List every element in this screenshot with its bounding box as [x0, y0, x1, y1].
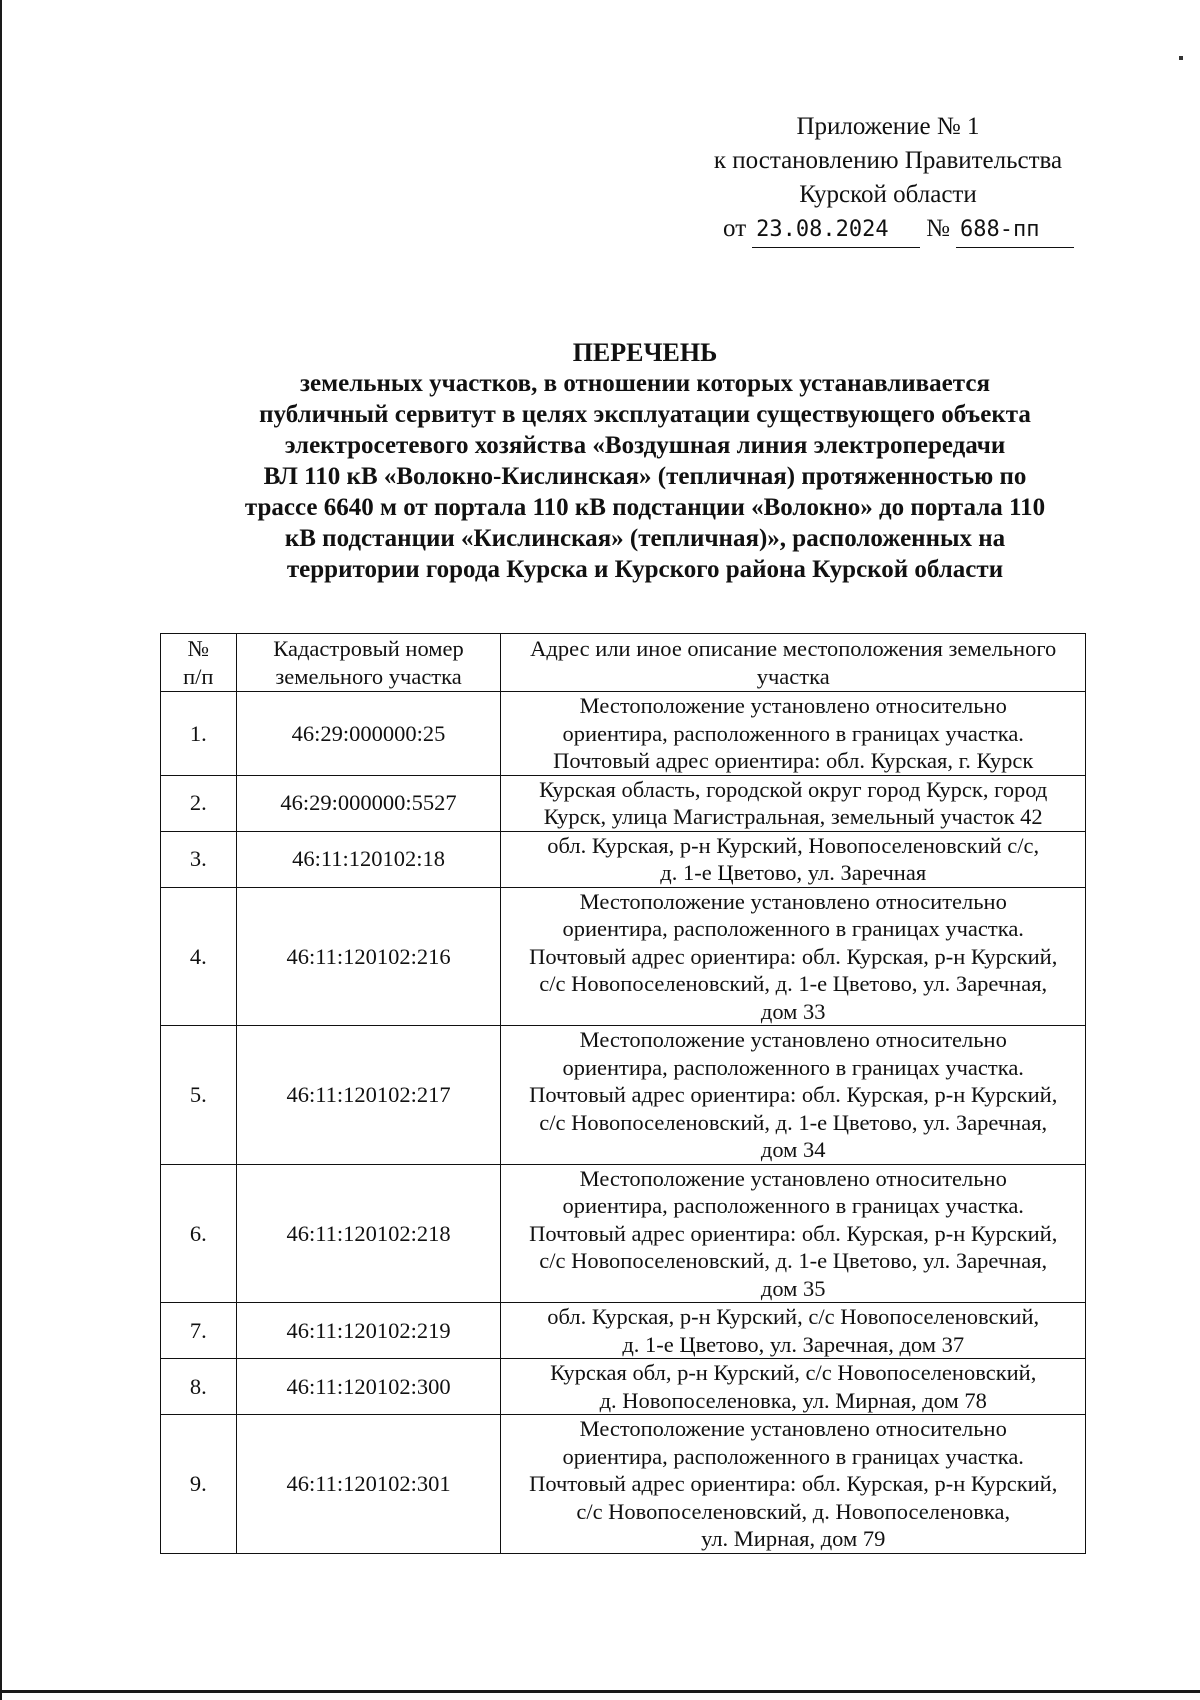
appendix-title: Приложение № 1 [796, 113, 980, 140]
address-line: Почтовый адрес ориентира: обл. Курская, г. Курск [553, 748, 1034, 773]
row-number: 9. [161, 1415, 237, 1554]
table-body [161, 692, 1086, 1554]
address-line: ориентира, расположенного в границах участка. [562, 1193, 1024, 1218]
title-line: ВЛ 110 кВ «Волокно-Кислинская» (тепличная) протяженностью по [263, 463, 1027, 490]
table-row [161, 1164, 1086, 1303]
scan-bottom-edge [0, 1690, 1200, 1693]
row-number: 3. [161, 831, 237, 887]
row-number: 5. [161, 1026, 237, 1165]
title-line: территории города Курска и Курского района Курской области [286, 556, 1004, 583]
address-line: Курск, улица Магистральная, земельный участок 42 [543, 804, 1043, 829]
resolution-date: 23.08.2024 [752, 213, 920, 248]
address-description [501, 1164, 1086, 1303]
address-line: ориентира, расположенного в границах участка. [562, 916, 1024, 941]
cadastral-number: 46:11:120102:219 [236, 1303, 501, 1359]
header-cadastral: Кадастровый номер земельного участка [236, 634, 501, 692]
cadastral-number: 46:29:000000:25 [236, 692, 501, 776]
number-label: № [926, 215, 950, 242]
header-address: Адрес или иное описание местоположения земельного участка [501, 634, 1086, 692]
address-description [501, 1415, 1086, 1554]
table-row [161, 1303, 1086, 1359]
address-line: дом 35 [760, 1275, 826, 1301]
row-number: 4. [161, 887, 237, 1026]
title-main: ПЕРЕЧЕНЬ [572, 338, 718, 367]
address-description [501, 1359, 1086, 1415]
scan-speck [1179, 56, 1183, 60]
address-line: ориентира, расположенного в границах участка. [562, 1054, 1024, 1080]
address-line: с/с Новопоселеновский, д. 1-е Цветово, ул. Заречная, [539, 1248, 1048, 1273]
address-line: Местоположение установлено относительно [579, 888, 1007, 914]
row-number: 2. [161, 775, 237, 831]
address-line: обл. Курская, р-н Курский, Новопоселеновский с/с, [547, 832, 1040, 858]
cadastral-number: 46:11:120102:301 [236, 1415, 501, 1554]
from-label: от [723, 215, 747, 242]
address-line: д. Новопоселеновка, ул. Мирная, дом 78 [599, 1387, 987, 1413]
address-description [501, 887, 1086, 1026]
address-line: обл. Курская, р-н Курский, с/с Новопоселеновский, [547, 1304, 1040, 1329]
appendix-date-number [688, 212, 1074, 248]
land-plots-table [160, 633, 1086, 1554]
title-line: трассе 6640 м от портала 110 кВ подстанции «Волокно» до портала 110 [244, 494, 1046, 521]
resolution-number: 688-пп [956, 213, 1074, 248]
address-description [501, 1303, 1086, 1359]
address-line: Почтовый адрес ориентира: обл. Курская, р-н Курский, [529, 943, 1058, 969]
cadastral-number: 46:29:000000:5527 [236, 775, 501, 831]
row-number: 8. [161, 1359, 237, 1415]
table-row [161, 1359, 1086, 1415]
title-line: электросетевого хозяйства «Воздушная линия электропередачи [284, 432, 1006, 459]
appendix-header [688, 110, 1088, 248]
address-line: д. 1-е Цветово, ул. Заречная, дом 37 [622, 1331, 965, 1357]
address-line: дом 33 [760, 998, 826, 1024]
table-row [161, 775, 1086, 831]
cadastral-number: 46:11:120102:18 [236, 831, 501, 887]
address-line: с/с Новопоселеновский, д. Новопоселеновка, [576, 1498, 1011, 1524]
scan-left-edge [0, 0, 2, 1700]
cadastral-number: 46:11:120102:300 [236, 1359, 501, 1415]
table-row [161, 1026, 1086, 1165]
row-number: 6. [161, 1164, 237, 1303]
table-row [161, 887, 1086, 1026]
address-line: Курская область, городской округ город Курск, город [539, 776, 1048, 802]
address-description [501, 692, 1086, 776]
appendix-resolution-ref: к постановлению Правительства [713, 147, 1063, 174]
address-description [501, 775, 1086, 831]
address-description [501, 1026, 1086, 1165]
address-line: ориентира, расположенного в границах участка. [562, 720, 1024, 746]
address-line: ориентира, расположенного в границах участка. [562, 1443, 1024, 1469]
address-line: с/с Новопоселеновский, д. 1-е Цветово, ул. Заречная, [539, 971, 1048, 996]
address-line: Местоположение установлено относительно [579, 1165, 1007, 1191]
cadastral-number: 46:11:120102:217 [236, 1026, 501, 1165]
row-number: 1. [161, 692, 237, 776]
address-line: Местоположение установлено относительно [579, 693, 1007, 718]
title-line: кВ подстанции «Кислинская» (тепличная)», расположенных на [284, 525, 1006, 552]
cadastral-number: 46:11:120102:216 [236, 887, 501, 1026]
title-line: земельных участков, в отношении которых устанавливается [300, 370, 990, 397]
address-line: с/с Новопоселеновский, д. 1-е Цветово, ул. Заречная, [539, 1109, 1048, 1135]
title-line: публичный сервитут в целях эксплуатации существующего объекта [259, 401, 1031, 428]
address-line: Почтовый адрес ориентира: обл. Курская, р-н Курский, [529, 1082, 1058, 1107]
address-line: ул. Мирная, дом 79 [701, 1526, 886, 1551]
address-line: Курская обл, р-н Курский, с/с Новопоселеновский, [550, 1360, 1037, 1385]
table-row [161, 1415, 1086, 1554]
table-row [161, 692, 1086, 776]
cadastral-number: 46:11:120102:218 [236, 1164, 501, 1303]
address-line: Почтовый адрес ориентира: обл. Курская, р-н Курский, [529, 1220, 1058, 1246]
address-line: д. 1-е Цветово, ул. Заречная [660, 860, 927, 885]
table-header-row [161, 634, 1086, 692]
table-row [161, 831, 1086, 887]
address-line: дом 34 [760, 1137, 826, 1162]
address-line: Почтовый адрес ориентира: обл. Курская, р-н Курский, [529, 1471, 1058, 1496]
appendix-region: Курской области [799, 181, 977, 208]
row-number: 7. [161, 1303, 237, 1359]
address-line: Местоположение установлено относительно [579, 1027, 1007, 1052]
document-title [150, 337, 1140, 585]
address-line: Местоположение установлено относительно [579, 1416, 1007, 1441]
header-number: № п/п [161, 634, 237, 692]
address-description [501, 831, 1086, 887]
